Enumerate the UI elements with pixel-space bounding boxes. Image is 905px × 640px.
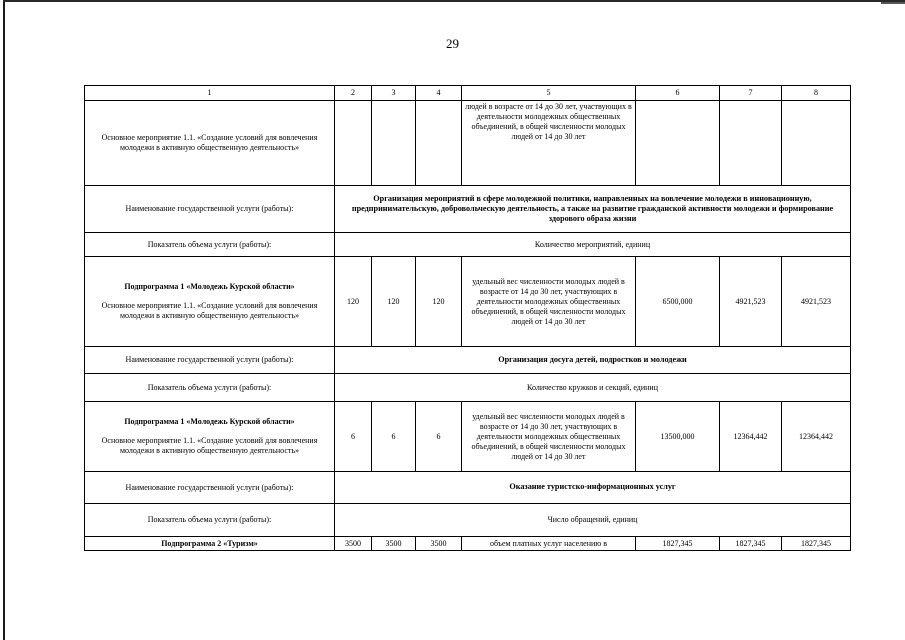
empty-cell xyxy=(636,101,720,186)
table-row xyxy=(85,537,851,551)
header-cell: 3 xyxy=(372,86,416,101)
table-row xyxy=(85,101,851,186)
value-cell: 1827,345 xyxy=(636,537,720,551)
service-row xyxy=(85,347,851,374)
indicator-value: Число обращений, единиц xyxy=(335,504,851,537)
header-row xyxy=(85,86,851,101)
scan-corner-mark xyxy=(881,2,905,4)
table-row xyxy=(85,257,851,347)
value-cell: 6 xyxy=(335,402,372,472)
empty-cell xyxy=(782,101,851,186)
measure-title: Основное мероприятие 1.1. «Создание условий для вовлечения молодежи в активную общественную деятельность» xyxy=(101,436,318,455)
header-cell: 5 xyxy=(462,86,636,101)
value-cell: 3500 xyxy=(372,537,416,551)
value-cell: 12364,442 xyxy=(782,402,851,472)
value-cell: 120 xyxy=(372,257,416,347)
indicator-label: Показатель объема услуги (работы): xyxy=(85,504,335,537)
measure-title: Основное мероприятие 1.1. «Создание условий для вовлечения молодежи в активную общественную деятельность» xyxy=(101,301,318,320)
service-row xyxy=(85,472,851,504)
value-cell: 3500 xyxy=(335,537,372,551)
header-cell: 4 xyxy=(416,86,462,101)
empty-cell xyxy=(720,101,782,186)
value-cell: 6500,000 xyxy=(636,257,720,347)
value-cell: 1827,345 xyxy=(782,537,851,551)
service-label: Наименование государственной услуги (работы): xyxy=(85,186,335,233)
value-cell: 120 xyxy=(335,257,372,347)
service-label: Наименование государственной услуги (работы): xyxy=(85,347,335,374)
indicator-description: удельный вес численности молодых людей в возрасте от 14 до 30 лет, участвующих в деятельности молодежных общественных объединений, в общей численности молодых людей от 14 до 30 лет xyxy=(462,257,636,347)
indicator-label: Показатель объема услуги (работы): xyxy=(85,374,335,402)
program-cell xyxy=(85,402,335,472)
indicator-value: Количество кружков и секций, единиц xyxy=(335,374,851,402)
value-cell: 6 xyxy=(372,402,416,472)
header-cell: 6 xyxy=(636,86,720,101)
empty-cell xyxy=(416,101,462,186)
subprogram-title: Подпрограмма 1 «Молодежь Курской области» xyxy=(124,417,295,426)
subprogram-title: Подпрограмма 1 «Молодежь Курской области» xyxy=(124,282,295,291)
indicator-description: людей в возрасте от 14 до 30 лет, участвующих в деятельности молодежных общественных объединений, в общей численности молодых людей от 14 до 30 лет xyxy=(462,101,636,186)
indicator-row xyxy=(85,504,851,537)
indicator-label: Показатель объема услуги (работы): xyxy=(85,233,335,257)
indicator-row xyxy=(85,233,851,257)
value-cell: 4921,523 xyxy=(720,257,782,347)
value-cell: 120 xyxy=(416,257,462,347)
value-cell: 6 xyxy=(416,402,462,472)
indicator-value: Количество мероприятий, единиц xyxy=(335,233,851,257)
value-cell: 4921,523 xyxy=(782,257,851,347)
indicator-row xyxy=(85,374,851,402)
service-label: Наименование государственной услуги (работы): xyxy=(85,472,335,504)
program-cell xyxy=(85,257,335,347)
header-cell: 8 xyxy=(782,86,851,101)
indicator-description: объем платных услуг населению в xyxy=(462,537,636,551)
service-row xyxy=(85,186,851,233)
header-cell: 1 xyxy=(85,86,335,101)
header-cell: 7 xyxy=(720,86,782,101)
scan-border-top xyxy=(3,0,905,2)
header-cell: 2 xyxy=(335,86,372,101)
value-cell: 1827,345 xyxy=(720,537,782,551)
table-row xyxy=(85,402,851,472)
measure-cell: Основное мероприятие 1.1. «Создание условий для вовлечения молодежи в активную общественную деятельность» xyxy=(85,101,335,186)
service-name: Организация досуга детей, подростков и молодежи xyxy=(335,347,851,374)
empty-cell xyxy=(335,101,372,186)
page-number: 29 xyxy=(446,36,459,51)
value-cell: 12364,442 xyxy=(720,402,782,472)
value-cell: 3500 xyxy=(416,537,462,551)
scan-border-left xyxy=(3,0,5,640)
service-name: Организация мероприятий в сфере молодежной политики, направленных на вовлечение молодежи в инновационную, предпринимательскую, добровольческую деятельность, а также на развитие гражданской активности молодежи и формирование здорового образа жизни xyxy=(335,186,851,233)
service-name: Оказание туристско-информационных услуг xyxy=(335,472,851,504)
subprogram-title: Подпрограмма 2 «Туризм» xyxy=(85,537,335,551)
indicator-description: удельный вес численности молодых людей в возрасте от 14 до 30 лет, участвующих в деятельности молодежных общественных объединений, в общей численности молодых людей от 14 до 30 лет xyxy=(462,402,636,472)
budget-table xyxy=(84,85,851,551)
empty-cell xyxy=(372,101,416,186)
value-cell: 13500,000 xyxy=(636,402,720,472)
